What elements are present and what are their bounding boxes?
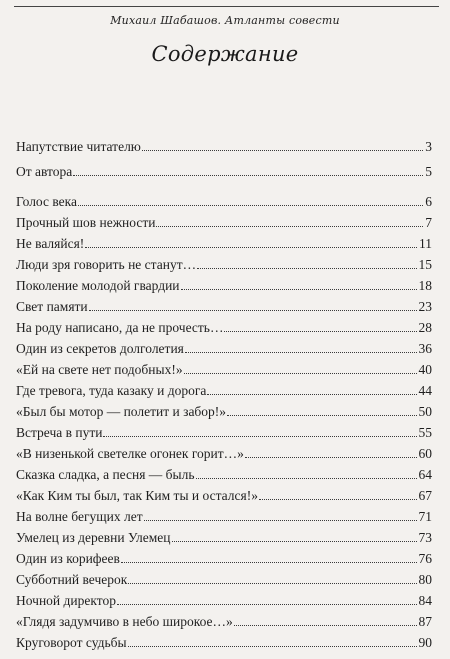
toc-page-number: 40 <box>418 362 432 377</box>
dot-leader <box>144 517 417 521</box>
toc-page-number: 67 <box>418 488 432 503</box>
toc-entry-title: Сказка сладка, а песня — быль <box>16 467 195 482</box>
toc-page-number: 23 <box>418 299 432 314</box>
toc-entry-title: Ночной директор <box>16 593 116 608</box>
toc-entry <box>16 505 432 524</box>
toc-entry <box>16 337 432 356</box>
toc-entry <box>16 463 432 482</box>
dot-leader <box>259 496 417 500</box>
toc-entry-title: Круговорот судьбы <box>16 635 127 650</box>
toc-page-number: 36 <box>418 341 432 356</box>
toc-entry-title: «В низенькой светелке огонек горит…» <box>16 446 244 461</box>
dot-leader <box>172 538 417 542</box>
toc-entry-title: На волне бегущих лет <box>16 509 143 524</box>
toc-entry-title: Встреча в пути <box>16 425 103 440</box>
dot-leader <box>78 202 423 206</box>
toc-page-number: 18 <box>418 278 432 293</box>
dot-leader <box>89 307 417 311</box>
toc-page-number: 87 <box>418 614 432 629</box>
dot-leader <box>156 223 423 227</box>
dot-leader <box>245 454 417 458</box>
running-head-text: Михаил Шабашов. Атланты совести <box>110 14 340 27</box>
toc-entry-title: Умелец из деревни Улемец <box>16 530 171 545</box>
toc-page-number: 80 <box>418 572 432 587</box>
dot-leader <box>85 244 417 248</box>
toc-entry <box>16 274 432 293</box>
toc-page-number: 15 <box>418 257 432 272</box>
toc-entry <box>16 631 432 650</box>
toc-page-number: 28 <box>418 320 432 335</box>
toc-entry <box>16 316 432 335</box>
toc-page-number: 90 <box>418 635 432 650</box>
toc-entry <box>16 421 432 440</box>
dot-leader <box>103 433 416 437</box>
toc-entry-title: «Глядя задумчиво в небо широкое…» <box>16 614 233 629</box>
dot-leader <box>73 172 423 176</box>
toc-entry <box>16 442 432 461</box>
toc-entry-title: На роду написано, да не прочесть… <box>16 320 224 335</box>
dot-leader <box>128 643 417 647</box>
toc-page-number: 5 <box>425 164 432 179</box>
toc-page-number: 11 <box>419 236 432 251</box>
toc-entry-title: Люди зря говорить не станут… <box>16 257 197 272</box>
toc-entry <box>16 610 432 629</box>
dot-leader <box>227 412 416 416</box>
dot-leader <box>121 559 417 563</box>
toc-entry-title: Не валяйся! <box>16 236 85 251</box>
toc-entry <box>16 547 432 566</box>
toc-entry <box>16 253 432 272</box>
toc-entry-title: Субботний вечерок <box>16 572 128 587</box>
toc-entry <box>16 211 432 230</box>
toc-page-number: 64 <box>418 467 432 482</box>
toc-page-number: 55 <box>418 425 432 440</box>
toc-entry <box>16 160 432 179</box>
running-header <box>0 0 450 40</box>
toc-entry-title: Один из секретов долголетия <box>16 341 184 356</box>
toc-entry <box>16 400 432 419</box>
toc-entry-title: «Как Ким ты был, так Ким ты и остался!» <box>16 488 258 503</box>
dot-leader <box>184 370 417 374</box>
toc-entry <box>16 379 432 398</box>
toc-entry <box>16 295 432 314</box>
toc-entry <box>16 190 432 209</box>
dot-leader <box>224 328 416 332</box>
toc-page-number: 6 <box>425 194 432 209</box>
header-rule <box>14 6 439 7</box>
toc-entry-title: «Ей на свете нет подобных!» <box>16 362 183 377</box>
toc-entry <box>16 484 432 503</box>
toc-entry-title: Один из корифеев <box>16 551 120 566</box>
toc-entry-title: Поколение молодой гвардии <box>16 278 180 293</box>
toc-page-number: 50 <box>418 404 432 419</box>
toc-entry-title: Где тревога, туда казаку и дорога <box>16 383 207 398</box>
toc-entry <box>16 589 432 608</box>
toc-entry <box>16 232 432 251</box>
toc-page-number: 3 <box>425 139 432 154</box>
page-title: Содержание <box>151 42 299 66</box>
toc-entry-title: Свет памяти <box>16 299 88 314</box>
dot-leader <box>142 147 423 151</box>
dot-leader <box>185 349 417 353</box>
dot-leader <box>234 622 417 626</box>
toc-page-number: 84 <box>418 593 432 608</box>
toc-entry-title: Прочный шов нежности <box>16 215 156 230</box>
toc-page-number: 60 <box>418 446 432 461</box>
dot-leader <box>207 391 416 395</box>
toc-page-number: 73 <box>418 530 432 545</box>
toc-page-number: 44 <box>418 383 432 398</box>
toc-entry <box>16 358 432 377</box>
toc-entry-title: Голос века <box>16 194 78 209</box>
toc-entry <box>16 135 432 154</box>
toc-page-number: 7 <box>425 215 432 230</box>
toc-entry-title: От автора <box>16 164 73 179</box>
dot-leader <box>117 601 417 605</box>
dot-leader <box>181 286 417 290</box>
dot-leader <box>197 265 416 269</box>
toc-page-number: 71 <box>418 509 432 524</box>
toc-entry <box>16 526 432 545</box>
toc-page-number: 76 <box>418 551 432 566</box>
dot-leader <box>196 475 417 479</box>
toc-entry <box>16 568 432 587</box>
toc-entry-title: Напутствие читателю <box>16 139 141 154</box>
toc-entry-title: «Был бы мотор — полетит и забор!» <box>16 404 227 419</box>
dot-leader <box>128 580 416 584</box>
